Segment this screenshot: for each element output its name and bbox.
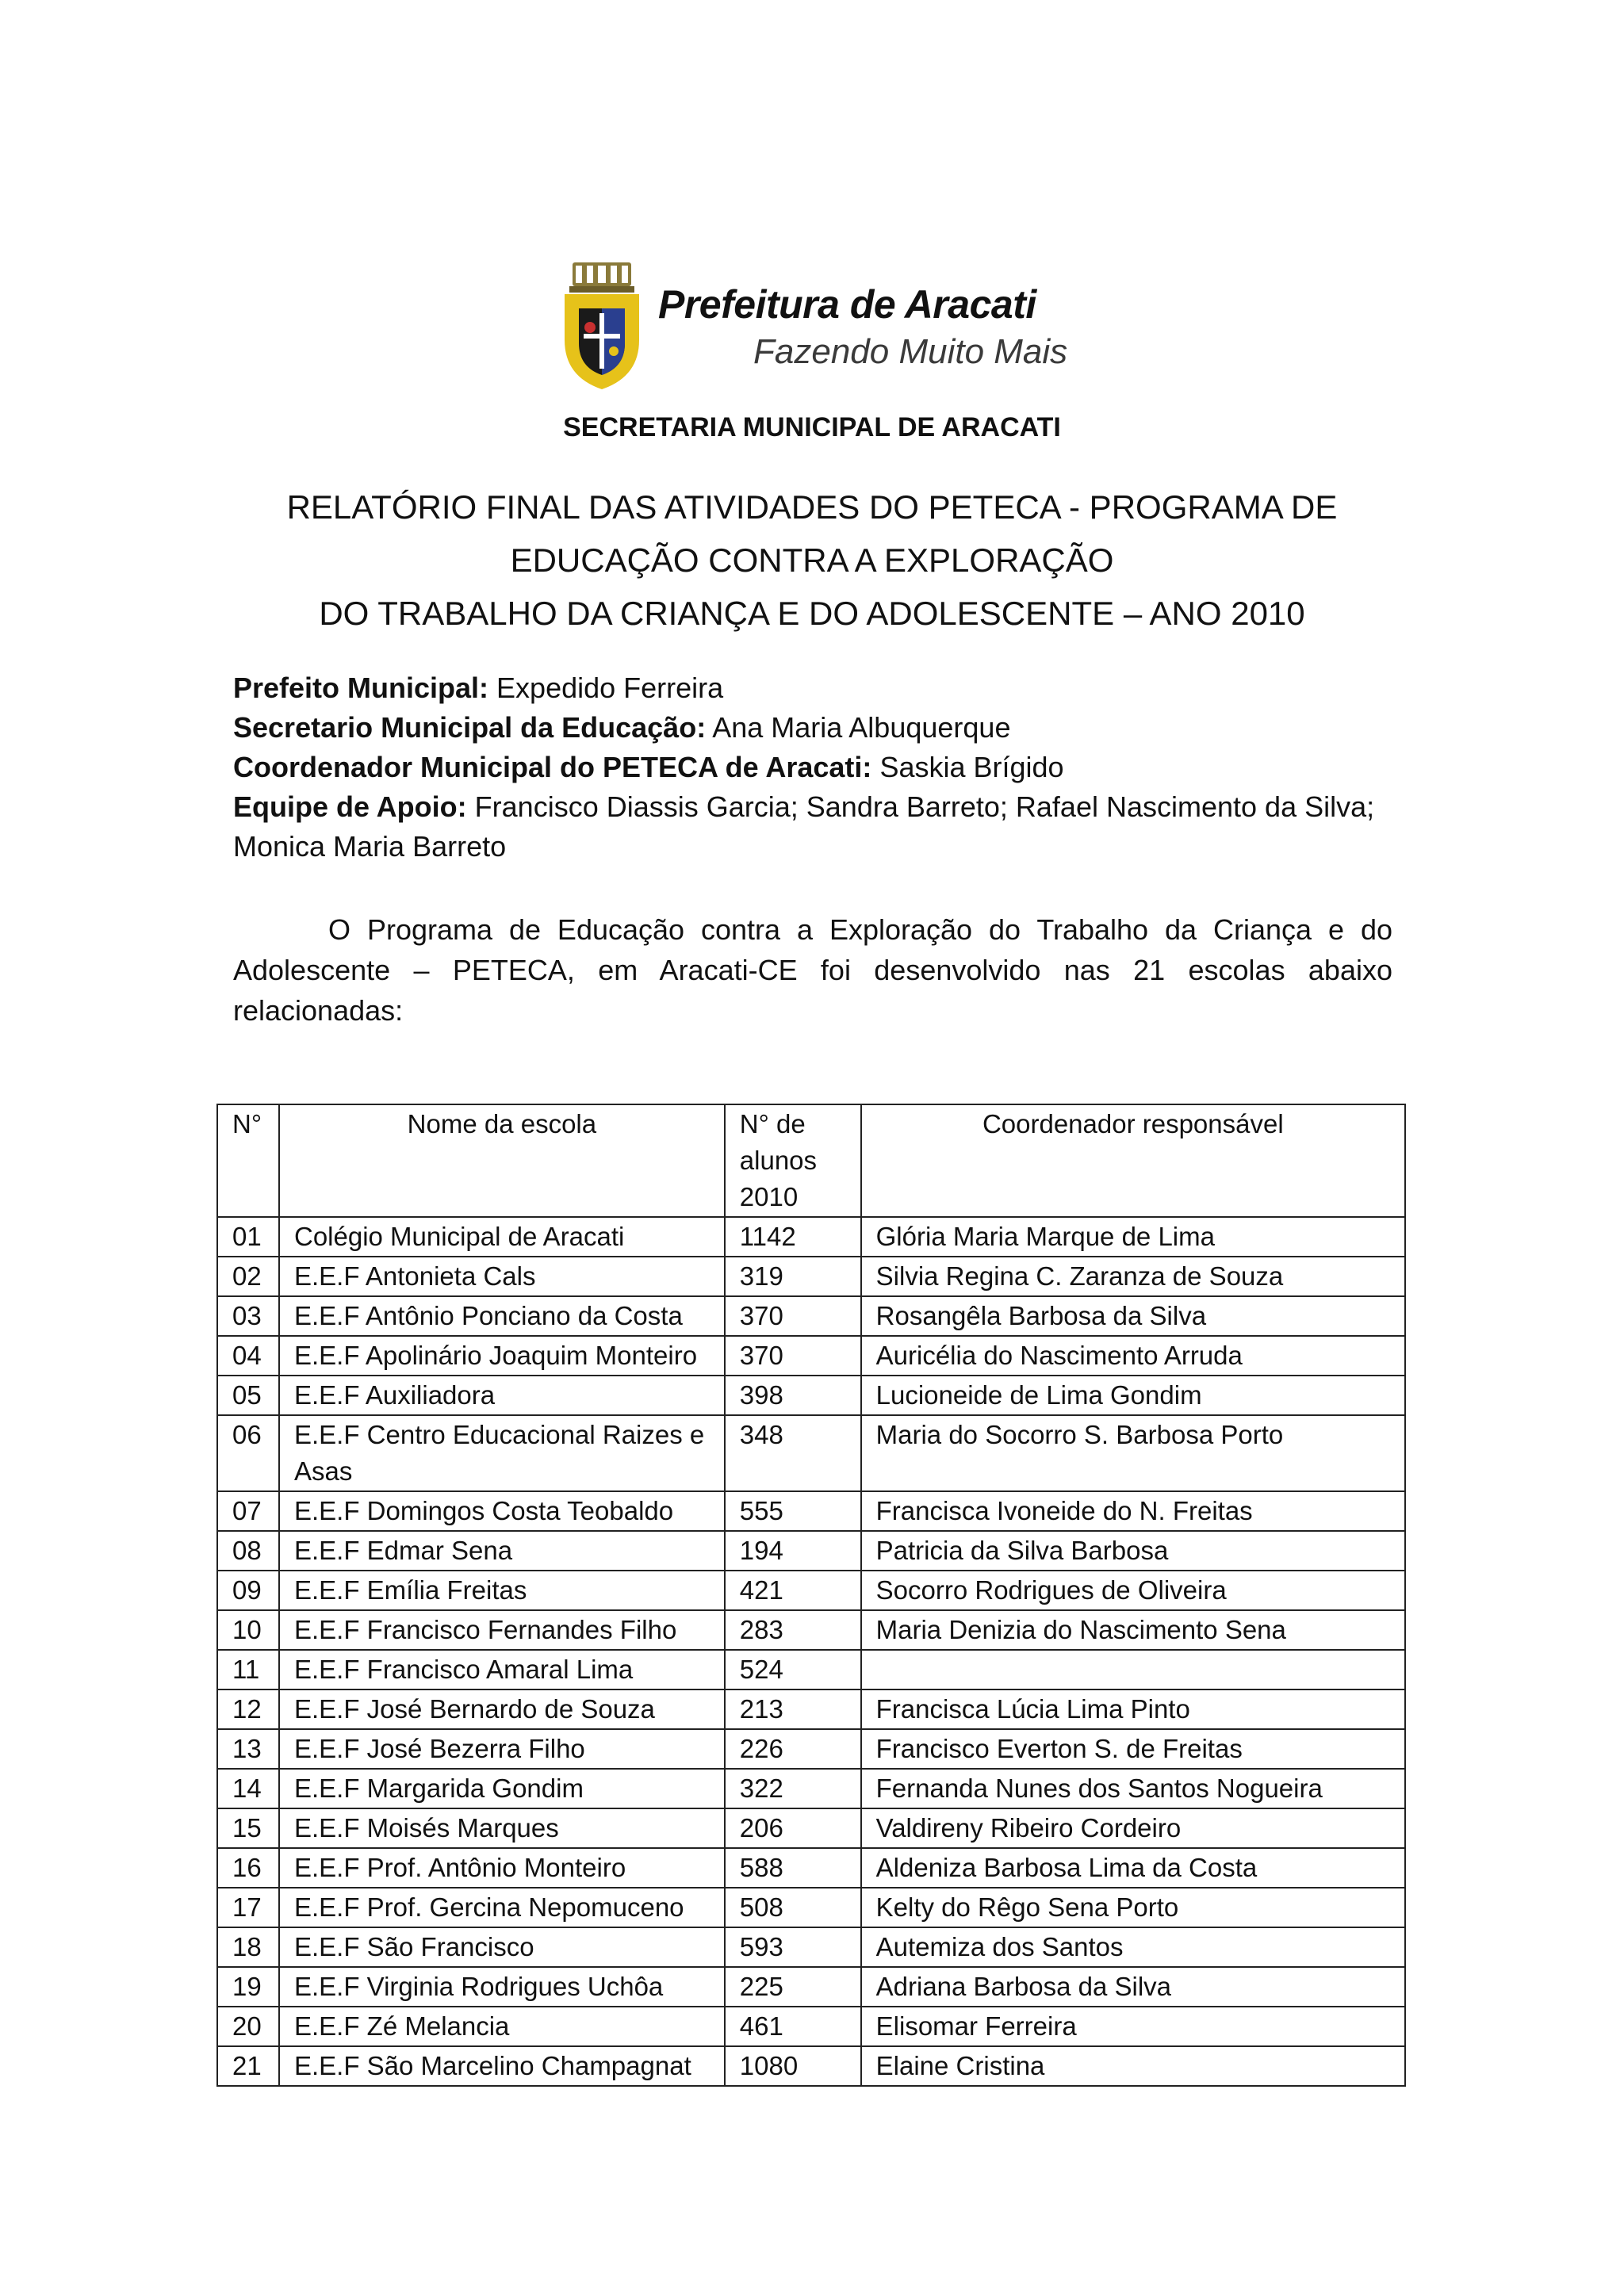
student-count: 524: [725, 1650, 861, 1689]
coordinator-name: Autemiza dos Santos: [861, 1927, 1405, 1967]
school-name: E.E.F Emília Freitas: [279, 1571, 725, 1610]
staff-value: Saskia Brígido: [879, 751, 1064, 783]
student-count: 1080: [725, 2046, 861, 2086]
school-name: E.E.F Centro Educacional Raizes e Asas: [279, 1415, 725, 1491]
school-name: E.E.F Auxiliadora: [279, 1376, 725, 1415]
student-count: 370: [725, 1296, 861, 1336]
logo-title: Prefeitura de Aracati: [658, 282, 1036, 327]
school-name: E.E.F Apolinário Joaquim Monteiro: [279, 1336, 725, 1376]
row-number: 10: [217, 1610, 279, 1650]
coordinator-name: Silvia Regina C. Zaranza de Souza: [861, 1257, 1405, 1296]
table-row: [217, 1610, 1405, 1650]
school-name: E.E.F Margarida Gondim: [279, 1769, 725, 1808]
school-name: E.E.F Prof. Antônio Monteiro: [279, 1848, 725, 1888]
student-count: 593: [725, 1927, 861, 1967]
table-row: [217, 2046, 1405, 2086]
school-name: E.E.F São Marcelino Champagnat: [279, 2046, 725, 2086]
header-alunos: N° de alunos 2010: [725, 1104, 861, 1217]
coordinator-name: Elisomar Ferreira: [861, 2007, 1405, 2046]
staff-secretario: [233, 708, 1391, 748]
table-row: [217, 1848, 1405, 1888]
student-count: 348: [725, 1415, 861, 1491]
school-name: E.E.F Zé Melancia: [279, 2007, 725, 2046]
student-count: 421: [725, 1571, 861, 1610]
student-count: 555: [725, 1491, 861, 1531]
student-count: 213: [725, 1689, 861, 1729]
student-count: 319: [725, 1257, 861, 1296]
report-title-line: EDUCAÇÃO CONTRA A EXPLORAÇÃO: [510, 541, 1114, 579]
school-name: Colégio Municipal de Aracati: [279, 1217, 725, 1257]
row-number: 04: [217, 1336, 279, 1376]
table-row: [217, 1927, 1405, 1967]
coordinator-name: Adriana Barbosa da Silva: [861, 1967, 1405, 2007]
report-title-line: RELATÓRIO FINAL DAS ATIVIDADES DO PETECA - PROGRAMA DE: [286, 488, 1338, 526]
table-header-row: [217, 1104, 1405, 1217]
staff-value: Expedido Ferreira: [496, 672, 724, 704]
row-number: 02: [217, 1257, 279, 1296]
staff-equipe: [233, 787, 1391, 867]
table-row: [217, 1531, 1405, 1571]
student-count: 206: [725, 1808, 861, 1848]
staff-label: Secretario Municipal da Educação:: [233, 711, 707, 744]
staff-prefeito: [233, 668, 1391, 708]
table-row: [217, 1689, 1405, 1729]
table-row: [217, 1650, 1405, 1689]
coordinator-name: Valdireny Ribeiro Cordeiro: [861, 1808, 1405, 1848]
student-count: 398: [725, 1376, 861, 1415]
student-count: 322: [725, 1769, 861, 1808]
table-row: [217, 1769, 1405, 1808]
logo-slogan: Fazendo Muito Mais: [753, 332, 1068, 371]
school-name: E.E.F Prof. Gercina Nepomuceno: [279, 1888, 725, 1927]
school-name: E.E.F Domingos Costa Teobaldo: [279, 1491, 725, 1531]
coordinator-name: Fernanda Nunes dos Santos Nogueira: [861, 1769, 1405, 1808]
coat-of-arms-icon: [555, 258, 649, 392]
table-row: [217, 1376, 1405, 1415]
row-number: 15: [217, 1808, 279, 1848]
school-name: E.E.F José Bezerra Filho: [279, 1729, 725, 1769]
row-number: 09: [217, 1571, 279, 1610]
student-count: 283: [725, 1610, 861, 1650]
coordinator-name: Francisca Lúcia Lima Pinto: [861, 1689, 1405, 1729]
student-count: 508: [725, 1888, 861, 1927]
student-count: 194: [725, 1531, 861, 1571]
coordinator-name: Elaine Cristina: [861, 2046, 1405, 2086]
row-number: 12: [217, 1689, 279, 1729]
student-count: 370: [725, 1336, 861, 1376]
coordinator-name: Kelty do Rêgo Sena Porto: [861, 1888, 1405, 1927]
student-count: 1142: [725, 1217, 861, 1257]
row-number: 07: [217, 1491, 279, 1531]
table-row: [217, 2007, 1405, 2046]
row-number: 20: [217, 2007, 279, 2046]
school-name: E.E.F Moisés Marques: [279, 1808, 725, 1848]
student-count: 226: [725, 1729, 861, 1769]
secretaria-heading: SECRETARIA MUNICIPAL DE ARACATI: [563, 412, 1061, 442]
table-row: [217, 1296, 1405, 1336]
schools-table: [216, 1104, 1406, 2087]
school-name: E.E.F José Bernardo de Souza: [279, 1689, 725, 1729]
table-row: [217, 1217, 1405, 1257]
staff-value: Ana Maria Albuquerque: [712, 711, 1011, 744]
staff-value: Francisco Diassis Garcia; Sandra Barreto; Rafael Nascimento da Silva; Monica Maria Barreto: [233, 790, 1375, 863]
staff-list: [233, 668, 1391, 867]
row-number: 03: [217, 1296, 279, 1336]
table-row: [217, 1415, 1405, 1491]
header-n: N°: [217, 1104, 279, 1217]
student-count: 588: [725, 1848, 861, 1888]
school-name: E.E.F Antônio Ponciano da Costa: [279, 1296, 725, 1336]
row-number: 21: [217, 2046, 279, 2086]
coordinator-name: Lucioneide de Lima Gondim: [861, 1376, 1405, 1415]
coordinator-name: [861, 1650, 1405, 1689]
school-name: E.E.F Francisco Fernandes Filho: [279, 1610, 725, 1650]
table-row: [217, 1491, 1405, 1531]
coordinator-name: Patricia da Silva Barbosa: [861, 1531, 1405, 1571]
coordinator-name: Francisca Ivoneide do N. Freitas: [861, 1491, 1405, 1531]
table-row: [217, 1967, 1405, 2007]
coordinator-name: Auricélia do Nascimento Arruda: [861, 1336, 1405, 1376]
header-school: Nome da escola: [279, 1104, 725, 1217]
table-row: [217, 1729, 1405, 1769]
intro-paragraph: O Programa de Educação contra a Exploração do Trabalho da Criança e do Adolescente – PETECA, em Aracati-CE foi desenvolvido nas 21 escolas abaixo relacionadas:: [233, 913, 1392, 1027]
row-number: 05: [217, 1376, 279, 1415]
coordinator-name: Francisco Everton S. de Freitas: [861, 1729, 1405, 1769]
table-row: [217, 1336, 1405, 1376]
staff-label: Prefeito Municipal:: [233, 672, 489, 704]
row-number: 08: [217, 1531, 279, 1571]
school-name: E.E.F São Francisco: [279, 1927, 725, 1967]
header-coordinator: Coordenador responsável: [861, 1104, 1405, 1217]
coordinator-name: Maria Denizia do Nascimento Sena: [861, 1610, 1405, 1650]
row-number: 16: [217, 1848, 279, 1888]
row-number: 06: [217, 1415, 279, 1491]
row-number: 13: [217, 1729, 279, 1769]
report-title: [159, 480, 1465, 640]
staff-coordenador: [233, 748, 1391, 787]
table-row: [217, 1257, 1405, 1296]
coordinator-name: Maria do Socorro S. Barbosa Porto: [861, 1415, 1405, 1491]
staff-label: Equipe de Apoio:: [233, 790, 467, 823]
school-name: E.E.F Edmar Sena: [279, 1531, 725, 1571]
row-number: 11: [217, 1650, 279, 1689]
row-number: 01: [217, 1217, 279, 1257]
row-number: 14: [217, 1769, 279, 1808]
report-title-line: DO TRABALHO DA CRIANÇA E DO ADOLESCENTE – ANO 2010: [319, 595, 1305, 632]
prefeitura-logo: [555, 258, 1068, 392]
school-name: E.E.F Antonieta Cals: [279, 1257, 725, 1296]
table-row: [217, 1888, 1405, 1927]
school-name: E.E.F Francisco Amaral Lima: [279, 1650, 725, 1689]
table-row: [217, 1808, 1405, 1848]
row-number: 19: [217, 1967, 279, 2007]
staff-label: Coordenador Municipal do PETECA de Aracati:: [233, 751, 872, 783]
student-count: 225: [725, 1967, 861, 2007]
row-number: 18: [217, 1927, 279, 1967]
coordinator-name: Aldeniza Barbosa Lima da Costa: [861, 1848, 1405, 1888]
school-name: E.E.F Virginia Rodrigues Uchôa: [279, 1967, 725, 2007]
coordinator-name: Socorro Rodrigues de Oliveira: [861, 1571, 1405, 1610]
student-count: 461: [725, 2007, 861, 2046]
row-number: 17: [217, 1888, 279, 1927]
table-row: [217, 1571, 1405, 1610]
coordinator-name: Rosangêla Barbosa da Silva: [861, 1296, 1405, 1336]
coordinator-name: Glória Maria Marque de Lima: [861, 1217, 1405, 1257]
